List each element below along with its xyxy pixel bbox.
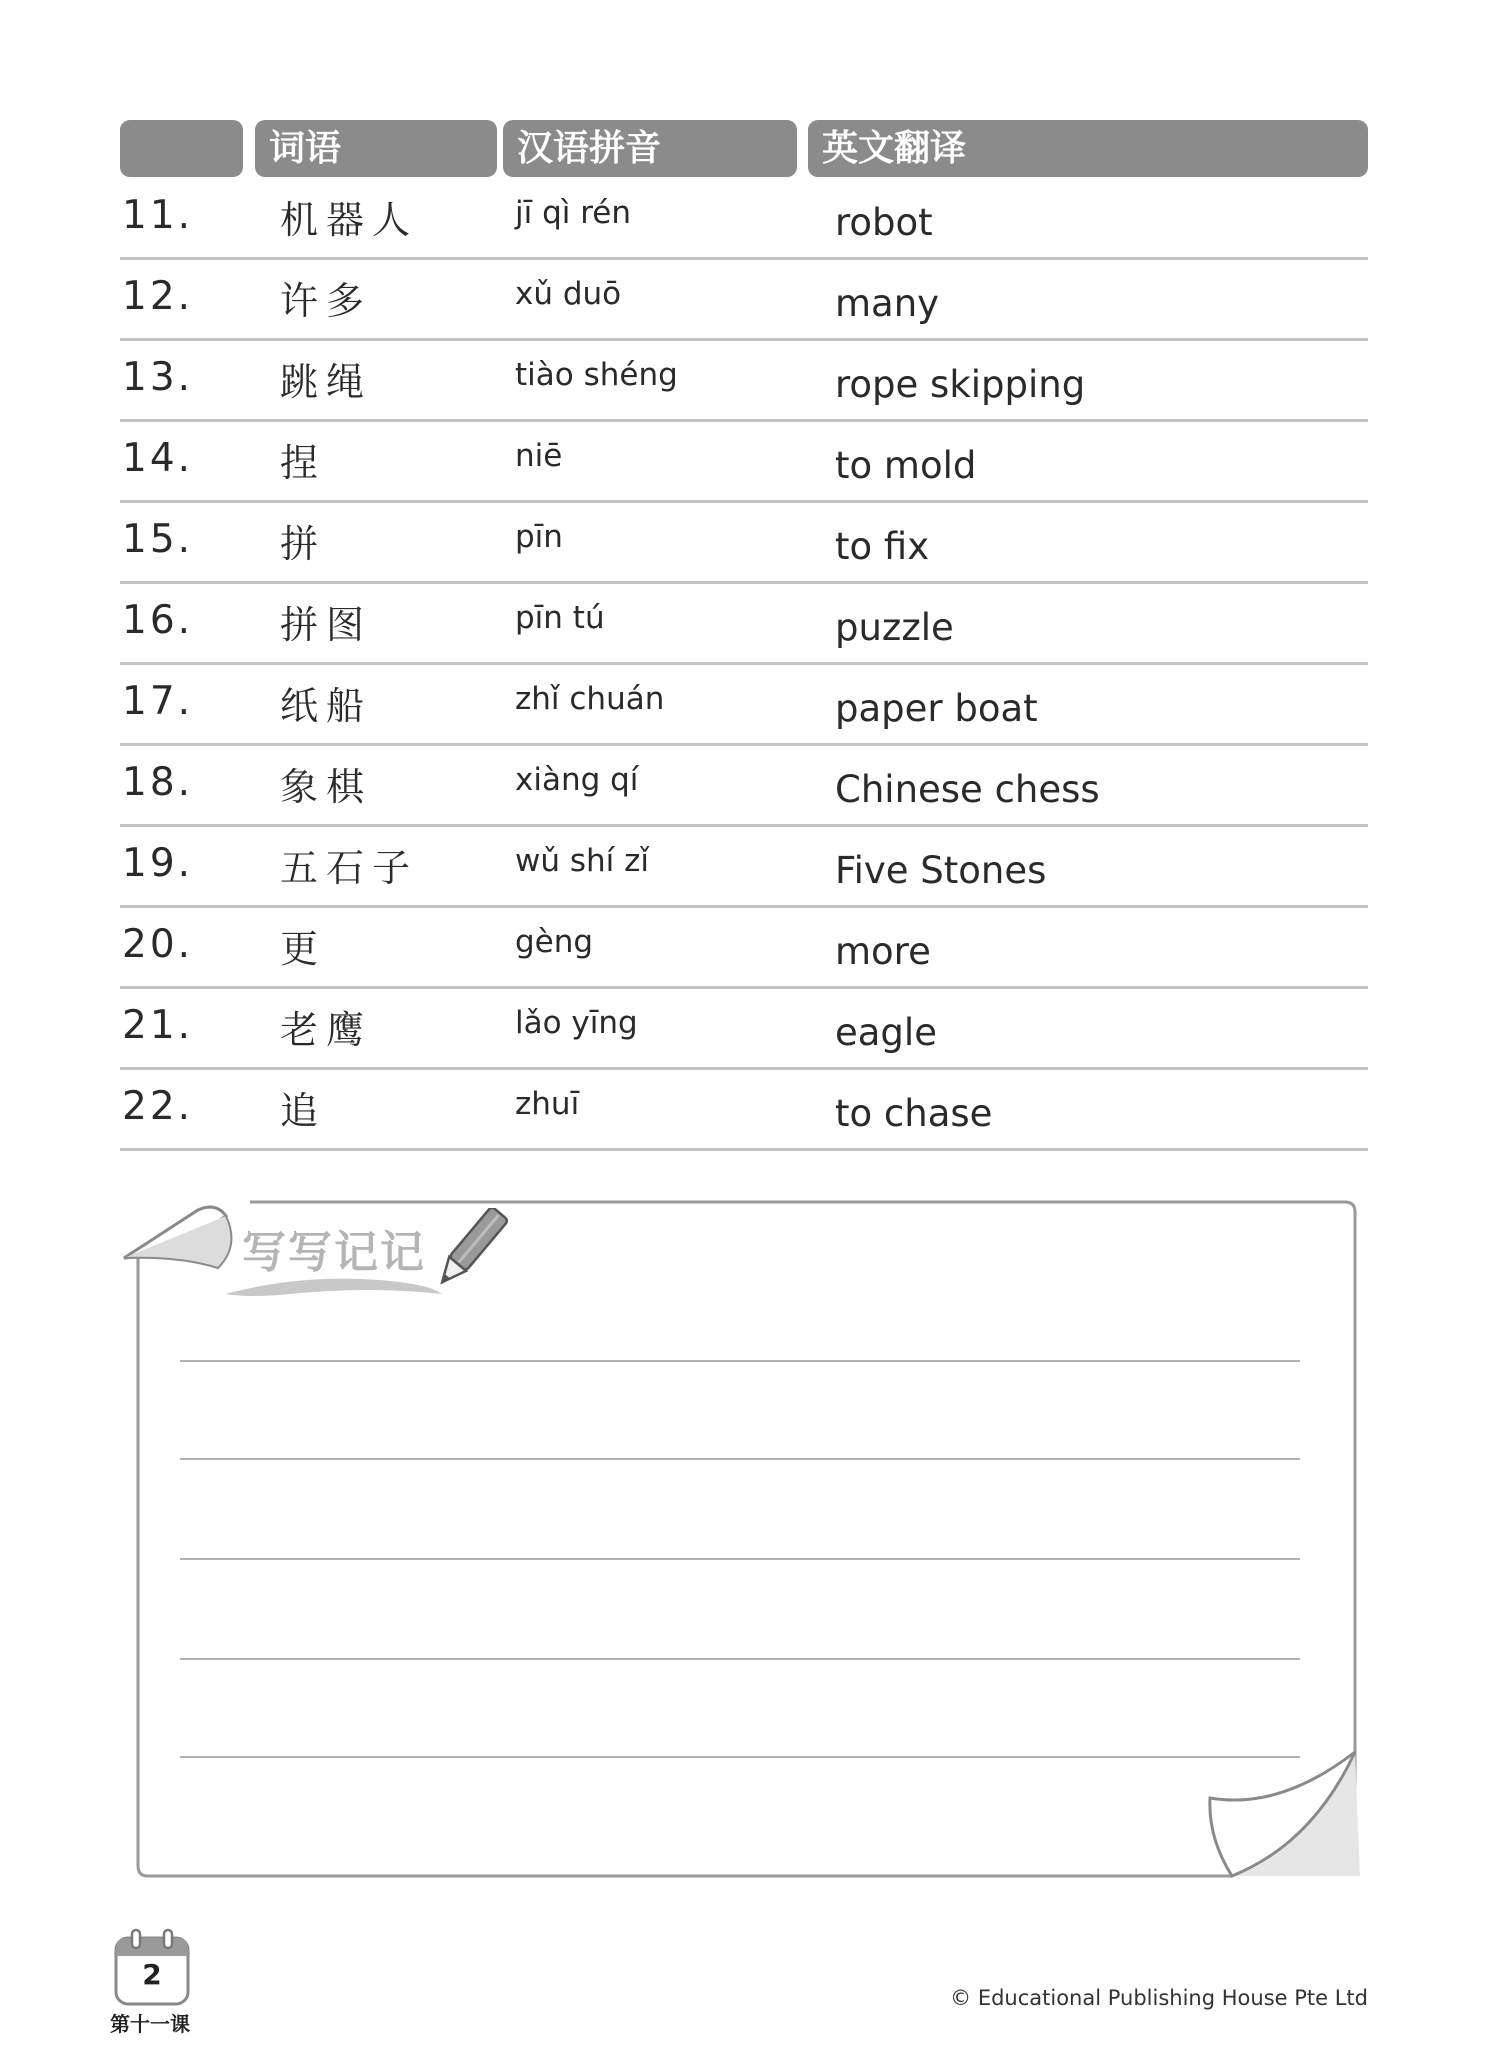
copyright-text: © Educational Publishing House Pte Ltd [950,1986,1368,2010]
writing-line[interactable] [180,1658,1300,1660]
row-english: Chinese chess [835,768,1100,811]
row-number: 18. [122,760,194,805]
row-number: 20. [122,922,194,967]
notes-frame [120,1198,1368,1878]
table-header [120,120,1368,177]
table-row [120,422,1368,503]
row-word: 象棋 [280,765,373,809]
row-number: 11. [122,193,194,238]
lesson-label: 第十一课 [110,2012,190,2036]
vocabulary-table [120,120,1368,1151]
table-row [120,260,1368,341]
row-number: 16. [122,598,194,643]
row-number: 12. [122,274,194,319]
writing-line[interactable] [180,1360,1300,1362]
row-number: 21. [122,1003,194,1048]
row-number: 22. [122,1084,194,1129]
row-pinyin: xiàng qí [515,762,639,798]
table-row [120,827,1368,908]
table-row [120,584,1368,665]
writing-line[interactable] [180,1558,1300,1560]
table-body [120,179,1368,1151]
table-row [120,179,1368,260]
row-pinyin: wǔ shí zǐ [515,843,650,879]
row-english: puzzle [835,606,954,649]
table-row [120,1070,1368,1151]
table-row [120,989,1368,1070]
pencil-icon [428,1208,508,1298]
row-word: 纸船 [280,684,373,728]
row-pinyin: pīn [515,519,563,555]
header-english: 英文翻译 [808,120,1368,177]
row-number: 17. [122,679,194,724]
row-pinyin: lǎo yīng [515,1005,638,1041]
header-number [120,120,243,177]
notes-title: 写写记记 [242,1227,426,1278]
notes-box [120,1198,1368,1878]
row-pinyin: niē [515,438,563,474]
row-word: 拼 [280,522,327,566]
table-row [120,908,1368,989]
row-english: robot [835,201,933,244]
row-word: 跳绳 [280,360,373,404]
row-english: eagle [835,1011,937,1054]
table-row [120,341,1368,422]
row-english: to chase [835,1092,993,1135]
row-word: 更 [280,927,327,971]
row-english: more [835,930,931,973]
table-row [120,746,1368,827]
row-english: to fix [835,525,930,568]
row-english: Five Stones [835,849,1047,892]
row-english: to mold [835,444,977,487]
page-number: 2 [142,1958,162,1991]
row-number: 15. [122,517,194,562]
row-word: 许多 [280,279,373,323]
writing-line[interactable] [180,1458,1300,1460]
row-word: 机器人 [280,198,419,242]
page-badge [112,1928,192,2008]
row-number: 13. [122,355,194,400]
row-word: 拼图 [280,603,373,647]
writing-line[interactable] [180,1756,1300,1758]
row-pinyin: zhǐ chuán [515,681,665,717]
header-pinyin: 汉语拼音 [503,120,797,177]
row-pinyin: pīn tú [515,600,605,636]
row-pinyin: gèng [515,924,594,960]
row-word: 老鹰 [280,1008,373,1052]
row-pinyin: zhuī [515,1086,580,1122]
row-word: 追 [280,1089,327,1133]
row-english: rope skipping [835,363,1086,406]
row-english: many [835,282,940,325]
row-pinyin: jī qì rén [515,195,632,231]
header-word: 词语 [255,120,497,177]
table-row [120,665,1368,746]
row-word: 五石子 [280,846,419,890]
row-word: 捏 [280,441,327,485]
table-row [120,503,1368,584]
row-pinyin: tiào shéng [515,357,678,393]
row-number: 19. [122,841,194,886]
row-english: paper boat [835,687,1038,730]
row-number: 14. [122,436,194,481]
row-pinyin: xǔ duō [515,276,622,312]
